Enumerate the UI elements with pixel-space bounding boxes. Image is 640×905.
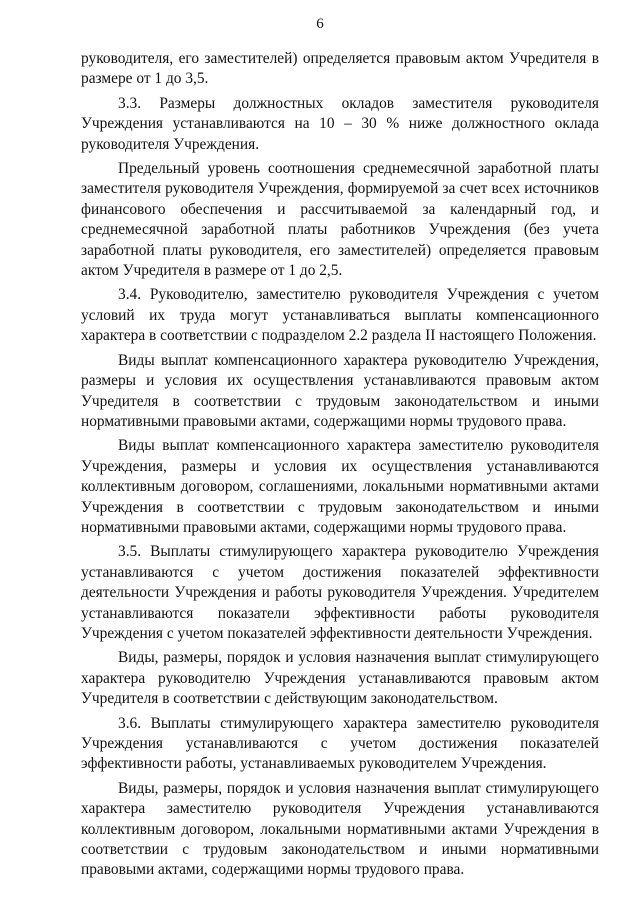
paragraph-3-3: 3.3. Размеры должностных окладов заместителя руководителя Учреждения устанавливаются на 10 – 30 % ниже должностного оклада руководителя Учреждения. — [81, 94, 599, 153]
paragraph-compensation-head: Виды выплат компенсационного характера руководителю Учреждения, размеры и условия их осуществления устанавливаются правовым актом Учредителя в соответствии с трудовым законодательством и иными нормативными правовыми актами, содержащими нормы трудового права. — [81, 351, 599, 430]
paragraph-continuation: руководителя, его заместителей) определяется правовым актом Учредителя в размере от 1 до 3,5. — [81, 50, 599, 88]
paragraph-3-4: 3.4. Руководителю, заместителю руководителя Учреждения с учетом условий их труда могут устанавливаться выплаты компенсационного характера в соответствии с подразделом 2.2 раздела II настоящего Положения. — [81, 286, 599, 345]
paragraph-compensation-deputy: Виды выплат компенсационного характера заместителю руководителя Учреждения, размеры и условия их осуществления устанавливаются коллективным договором, соглашениями, локальными нормативными актами Учреждения в соответствии с трудовым законодательством и иными нормативными правовыми актами, содержащими нормы трудового права. — [81, 437, 599, 536]
paragraph-incentive-head: Виды, размеры, порядок и условия назначения выплат стимулирующего характера руководителю Учреждения устанавливаются правовым актом Учредителя в соответствии с действующим законодательством. — [81, 649, 599, 708]
paragraph-3-5: 3.5. Выплаты стимулирующего характера руководителю Учреждения устанавливаются с учетом достижения показателей эффективности деятельности Учреждения и работы руководителя Учреждения. Учредителем устанавливаются показатели эффективности работы руководителя Учреждения с учетом показателей эффективности деятельности Учреждения. — [81, 543, 599, 642]
paragraph-ratio-deputy: Предельный уровень соотношения среднемесячной заработной платы заместителя руководителя Учреждения, формируемой за счет всех источников финансового обеспечения и рассчитываемой за календарный год, и среднемесячной заработной платы работников Учреждения (без учета заработной платы руководителя, его заместителей) определяется правовым актом Учредителя в размере от 1 до 2,5. — [81, 160, 599, 280]
paragraph-incentive-deputy: Виды, размеры, порядок и условия назначения выплат стимулирующего характера заместителю руководителя Учреждения устанавливаются коллективным договором, локальными нормативными актами Учреждения в соответствии с трудовым законодательством и иными нормативными правовыми актами, содержащими нормы трудового права. — [81, 779, 599, 879]
document-body — [81, 49, 599, 885]
paragraph-3-6: 3.6. Выплаты стимулирующего характера заместителю руководителя Учреждения устанавливаются с учетом достижения показателей эффективности работы, устанавливаемых руководителем Учреждения. — [81, 714, 599, 773]
page-number: 6 — [316, 16, 324, 32]
